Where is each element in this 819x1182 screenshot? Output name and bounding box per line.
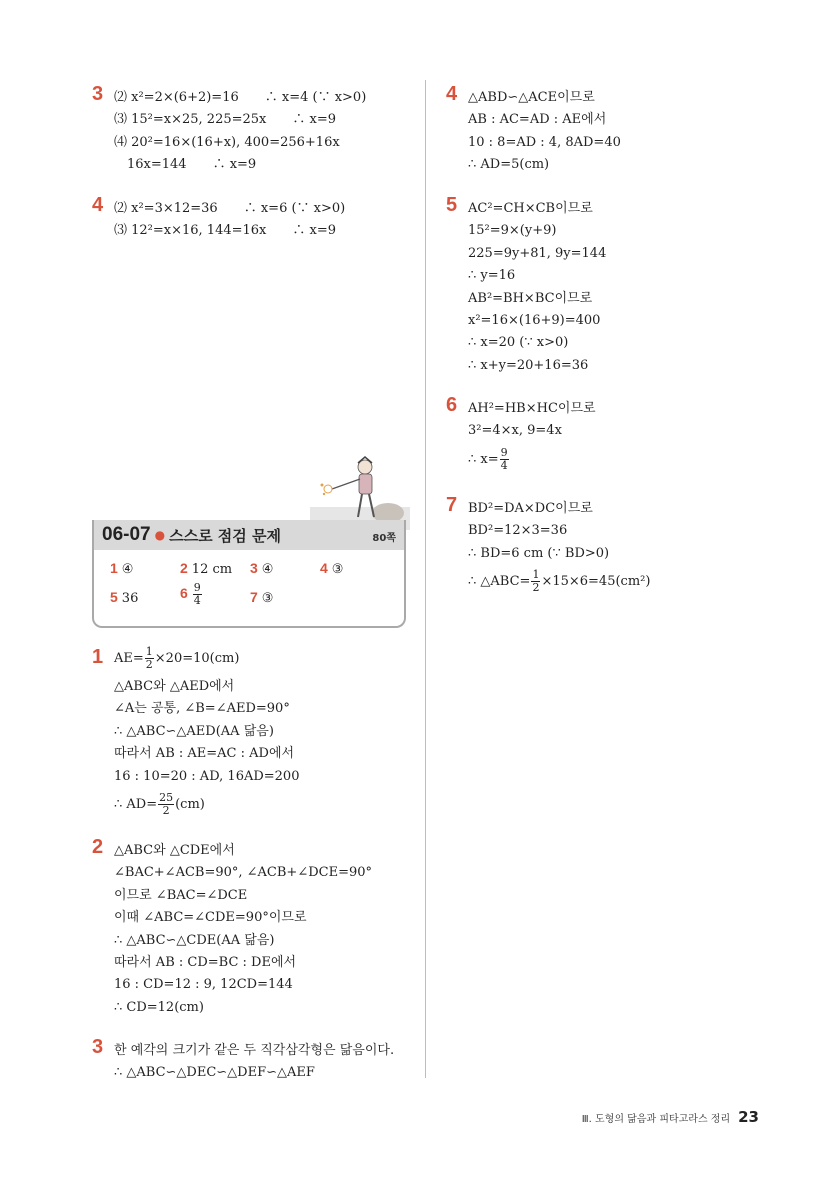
solution-line: △ABC와 △CDE에서 [114, 843, 235, 858]
solution-line: BD²=DA×DC이므로 [468, 501, 593, 516]
problem-3-top [92, 83, 367, 177]
solution-line: 한 예각의 크기가 같은 두 직각삼각형은 닮음이다. [114, 1043, 395, 1058]
section-title: 스스로 점검 문제 [169, 526, 281, 545]
solution-line: 이므로 ∠BAC=∠DCE [114, 887, 248, 903]
section-code: 06-07 [102, 524, 151, 545]
solution-line: BD²=12×3=36 [468, 523, 568, 539]
problem-5 [446, 194, 607, 377]
character-illustration [310, 455, 410, 530]
column-divider [425, 80, 426, 1078]
solution-line: △ABC와 △AED에서 [114, 679, 235, 694]
solution-line: 16x=144 ∴ x=9 [114, 157, 257, 173]
page-number: 23 [738, 1108, 759, 1126]
page-footer [582, 1108, 759, 1126]
problem-2 [92, 836, 373, 1019]
solution-line: ∴ x+y=20+16=36 [468, 357, 589, 373]
solution-line: ⑷ 20²=16×(16+x), 400=256+16x [114, 134, 340, 150]
solution-line: ∴ x= $\frac{9}{4}$ [468, 445, 508, 472]
solution-line: ⑶ 12²=x×16, 144=16x ∴ x=9 [114, 223, 337, 239]
solution-line: AE= $\frac{1}{2}$ ×20=10(cm) [114, 645, 240, 671]
problem-number: 1 [92, 646, 104, 668]
chapter-title: Ⅲ. 도형의 닮음과 피타고라스 정리 [581, 1113, 731, 1125]
solution-line: ∴ BD=6 cm (∵ BD>0) [468, 545, 610, 561]
answer-item: 1 ④ [110, 560, 134, 577]
problem-3 [92, 1036, 395, 1085]
solution-line: 3²=4×x, 9=4x [468, 423, 562, 439]
answer-item: 7 ③ [250, 589, 274, 606]
solution-line: ∴ x=20 (∵ x>0) [468, 335, 569, 351]
problem-number: 6 [446, 394, 458, 416]
solution-line: △ABD∽△ACE이므로 [468, 90, 595, 105]
problem-number: 4 [446, 83, 458, 105]
answer-item: 2 12 cm [180, 560, 233, 577]
answer-item: 3 ④ [250, 560, 274, 577]
solution-line: ∴ AD=5(cm) [468, 157, 550, 173]
solution-line: 16 : CD=12 : 9, 12CD=144 [114, 977, 293, 993]
solution-line: x²=16×(16+9)=400 [468, 312, 601, 328]
solution-line: ⑶ 15²=x×25, 225=25x ∴ x=9 [114, 112, 337, 128]
solution-line: ∴ AD= $\frac{25}{2}$ (cm) [114, 790, 205, 817]
solution-line: ∴ △ABC∽△AED(AA 닮음) [114, 723, 274, 739]
solution-line: ∴ △ABC= $\frac{1}{2}$ ×15×6=45(cm²) [468, 568, 651, 595]
bullet-dot-icon: ● [154, 528, 166, 542]
problem-number: 4 [92, 194, 104, 216]
solution-line: AB²=BH×BC이므로 [468, 290, 593, 306]
solution-line: ∠A는 공통, ∠B=∠AED=90° [114, 701, 290, 717]
problem-number: 7 [446, 494, 458, 516]
answer-item: 4 ③ [320, 560, 344, 577]
problem-1 [92, 642, 299, 822]
problem-number: 2 [92, 836, 104, 858]
solution-line: 16 : 10=20 : AD, 16AD=200 [114, 768, 300, 784]
self-check-box [92, 520, 406, 628]
solution-line: ∠BAC+∠ACB=90°, ∠ACB+∠DCE=90° [114, 865, 373, 881]
solution-line: ⑵ x²=3×12=36 ∴ x=6 (∵ x>0) [114, 201, 346, 216]
problem-4 [446, 83, 621, 177]
solution-line: 15²=9×(y+9) [468, 223, 557, 239]
solution-line: AC²=CH×CB이므로 [468, 201, 593, 216]
page-reference: 80쪽 [372, 533, 396, 544]
answer-item: 6 $\frac{9}{4}$ [180, 581, 201, 607]
problem-7 [446, 494, 651, 599]
solution-line: 10 : 8=AD : 4, 8AD=40 [468, 134, 621, 150]
solution-line: 따라서 AB : AE=AC : AD에서 [114, 746, 295, 762]
problem-4-top [92, 194, 346, 243]
problem-6 [446, 394, 596, 477]
solution-line: 이때 ∠ABC=∠CDE=90°이므로 [114, 910, 307, 926]
problem-number: 3 [92, 1036, 104, 1058]
solution-line: ∴ △ABC∽△CDE(AA 닮음) [114, 932, 275, 948]
solution-line: ∴ CD=12(cm) [114, 999, 204, 1015]
solution-line: AH²=HB×HC이므로 [468, 401, 596, 416]
solution-line: 225=9y+81, 9y=144 [468, 245, 607, 261]
problem-number: 3 [92, 83, 104, 105]
problem-number: 5 [446, 194, 458, 216]
answer-item: 5 36 [110, 589, 139, 606]
solution-line: AB : AC=AD : AE에서 [468, 112, 607, 128]
solution-line: ∴ △ABC∽△DEC∽△DEF∽△AEF [114, 1065, 315, 1081]
solution-line: ∴ y=16 [468, 268, 516, 284]
solution-line: 따라서 AB : CD=BC : DE에서 [114, 954, 297, 970]
solution-line: ⑵ x²=2×(6+2)=16 ∴ x=4 (∵ x>0) [114, 90, 367, 105]
